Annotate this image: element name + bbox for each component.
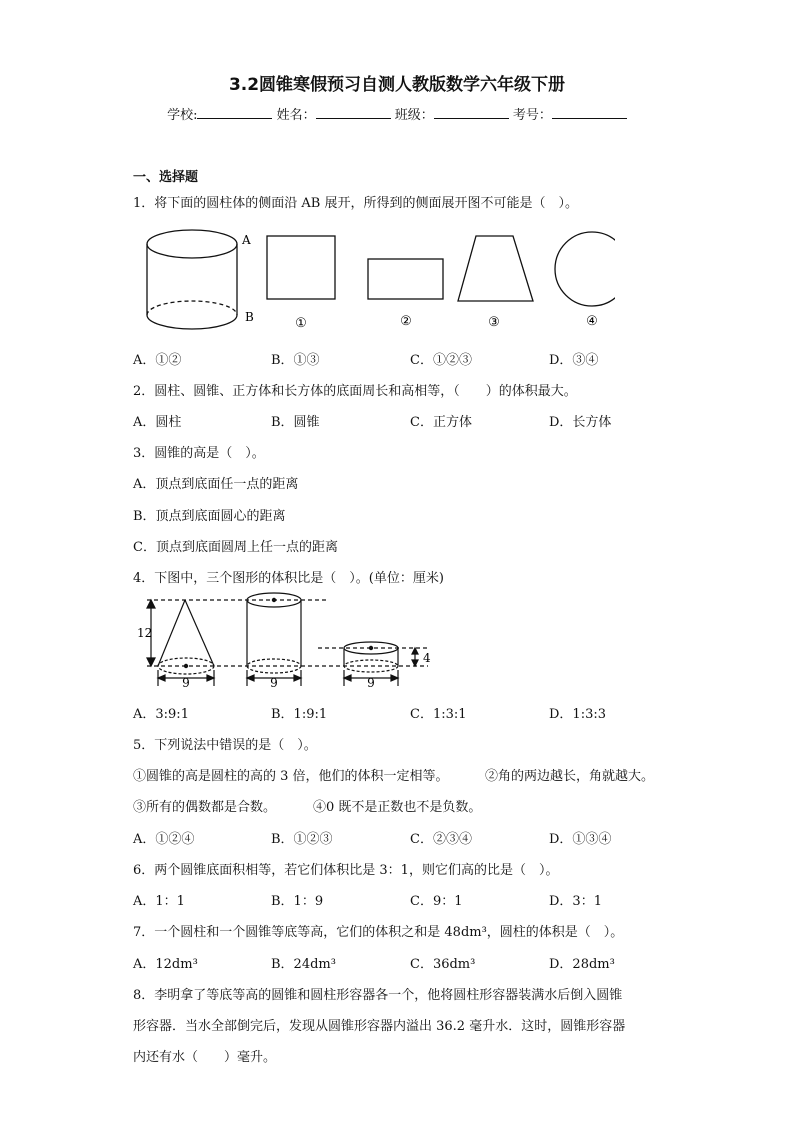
label-a: A	[242, 233, 251, 247]
question-8-line-3: 内还有水（ ）毫升。	[133, 1050, 277, 1065]
q6-option-c[interactable]: C．9：1	[410, 894, 463, 909]
student-info-line	[0, 104, 794, 123]
question-6-text: 6．两个圆锥底面积相等，若它们体积比是 3：1，则它们高的比是（ ）。	[133, 863, 559, 878]
q7-option-d[interactable]: D．28dm³	[549, 957, 615, 972]
cone-shape	[158, 600, 214, 674]
name-label: 姓名：	[276, 108, 316, 123]
name-blank[interactable]	[316, 106, 391, 119]
q5-option-d[interactable]: D．①③④	[549, 832, 612, 847]
q5-statement-2: ②角的两边越长，角就越大。	[485, 769, 655, 784]
page-title: 3.2圆锥寒假预习自测人教版数学六年级下册	[228, 75, 566, 95]
question-7-text: 7．一个圆柱和一个圆锥等底等高，它们的体积之和是 48dm³，圆柱的体积是（ ）。	[133, 925, 624, 940]
question-4-text: 4．下图中，三个图形的体积比是（ ）。(单位：厘米)	[133, 571, 444, 586]
height-label-4: 4	[423, 651, 431, 665]
q2-option-b[interactable]: B．圆锥	[271, 415, 320, 430]
shape-label-1: ①	[295, 316, 307, 331]
cylinder-shape	[147, 230, 237, 329]
q3-option-c[interactable]: C．顶点到底面圆周上任一点的距离	[133, 540, 338, 555]
question-8-line-2: 形容器．当水全部倒完后，发现从圆锥形容器内溢出 36.2 毫升水．这时，圆锥形容器	[133, 1019, 626, 1034]
q1-option-d[interactable]: D．③④	[549, 353, 599, 368]
q5-option-a[interactable]: A．①②④	[133, 832, 195, 847]
rectangle-shape	[368, 259, 443, 299]
shape-label-2: ②	[400, 314, 412, 329]
q7-option-a[interactable]: A．12dm³	[133, 957, 198, 972]
q4-option-c[interactable]: C．1:3:1	[410, 707, 467, 722]
question-1-text: 1．将下面的圆柱体的侧面沿 AB 展开，所得到的侧面展开图不可能是（ ）。	[133, 196, 578, 211]
q2-option-a[interactable]: A．圆柱	[133, 415, 182, 430]
q5-option-b[interactable]: B．①②③	[271, 832, 333, 847]
q4-figure	[133, 590, 443, 690]
height-label-12: 12	[137, 626, 153, 640]
q4-option-a[interactable]: A．3:9:1	[133, 707, 189, 722]
shape-label-3: ③	[488, 315, 500, 330]
trapezoid-shape	[458, 236, 533, 301]
q2-option-c[interactable]: C．正方体	[410, 415, 472, 430]
class-blank[interactable]	[434, 106, 509, 119]
section-title: 一、选择题	[133, 170, 199, 185]
q4-option-b[interactable]: B．1:9:1	[271, 707, 328, 722]
q3-option-a[interactable]: A．顶点到底面任一点的距离	[133, 477, 299, 492]
q1-figure	[135, 222, 615, 337]
diameter-label-1: 9	[182, 676, 190, 690]
q5-statement-1: ①圆锥的高是圆柱的高的 3 倍，他们的体积一定相等。	[133, 769, 449, 784]
q6-option-d[interactable]: D．3：1	[549, 894, 602, 909]
q2-option-d[interactable]: D．长方体	[549, 415, 612, 430]
q5-option-c[interactable]: C．②③④	[410, 832, 472, 847]
q7-option-c[interactable]: C．36dm³	[410, 957, 476, 972]
square-shape	[267, 236, 335, 299]
question-5-text: 5．下列说法中错误的是（ ）。	[133, 738, 317, 753]
diameter-label-3: 9	[367, 676, 375, 690]
q4-option-d[interactable]: D．1:3:3	[549, 707, 606, 722]
label-b: B	[245, 310, 254, 324]
school-blank[interactable]	[197, 106, 272, 119]
question-3-text: 3．圆锥的高是（ ）。	[133, 446, 265, 461]
q6-option-a[interactable]: A．1：1	[133, 894, 185, 909]
q1-option-b[interactable]: B．①③	[271, 353, 320, 368]
q1-option-c[interactable]: C．①②③	[410, 353, 472, 368]
shape-label-4: ④	[586, 314, 598, 329]
q7-option-b[interactable]: B．24dm³	[271, 957, 336, 972]
diameter-label-2: 9	[270, 676, 278, 690]
question-2-text: 2．圆柱、圆锥、正方体和长方体的底面周长和高相等，（ ）的体积最大。	[133, 384, 577, 399]
q6-option-b[interactable]: B．1：9	[271, 894, 324, 909]
circle-shape	[555, 232, 615, 306]
q1-option-a[interactable]: A．①②	[133, 353, 182, 368]
q5-statement-3: ③所有的偶数都是合数。	[133, 800, 277, 815]
exam-no-label: 考号：	[512, 108, 552, 123]
school-label: 学校:	[167, 108, 198, 123]
tall-cylinder-shape	[247, 593, 301, 673]
q5-statement-4: ④0 既不是正数也不是负数。	[313, 800, 482, 815]
class-label: 班级：	[394, 108, 434, 123]
q3-option-b[interactable]: B．顶点到底面圆心的距离	[133, 509, 286, 524]
question-8-line-1: 8．李明拿了等底等高的圆锥和圆柱形容器各一个，他将圆柱形容器装满水后倒入圆锥	[133, 988, 623, 1003]
exam-no-blank[interactable]	[552, 106, 627, 119]
